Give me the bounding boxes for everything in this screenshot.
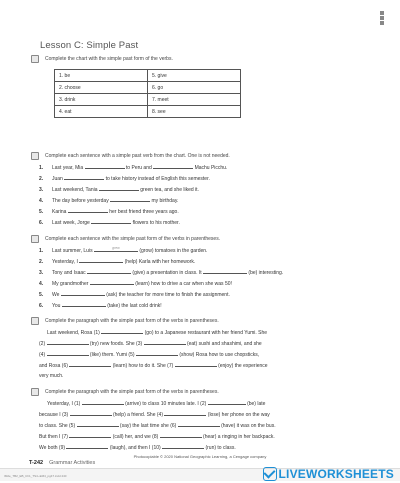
answer-blank[interactable]	[47, 351, 89, 356]
instruction-text: Complete the paragraph with the simple past form of the verbs in parentheses.	[45, 389, 219, 395]
answer-blank[interactable]	[79, 258, 123, 263]
section4-instruction	[31, 317, 219, 325]
answer-blank[interactable]	[87, 269, 131, 274]
answer-blank[interactable]	[110, 197, 150, 202]
answer-blank[interactable]	[101, 329, 143, 334]
paragraph-line: But then I (7) (call) her, and we (8) (hear) a ringing in her backpack.	[39, 434, 275, 440]
paragraph-line: to class. She (5) (say) the last time she (6) (have) it was on the bus.	[39, 423, 276, 429]
answer-blank[interactable]	[85, 164, 125, 169]
answer-blank[interactable]	[69, 362, 111, 367]
example-answer: grew	[112, 246, 120, 250]
instruction-text: Complete each sentence with a simple past verb from the chart. One is not needed.	[45, 153, 230, 159]
chart-cell[interactable]: 3. drink	[55, 94, 148, 106]
paragraph-line: We both (9) (laugh), and then I (10) (run) to class.	[39, 445, 236, 451]
lesson-title: Lesson C: Simple Past	[40, 40, 139, 51]
instruction-text: Complete the paragraph with the simple past form of the verbs in parentheses.	[45, 318, 219, 324]
checkmark-logo-icon	[263, 467, 277, 481]
answer-blank[interactable]	[164, 411, 206, 416]
answer-blank[interactable]	[208, 400, 246, 405]
answer-blank[interactable]	[99, 186, 139, 191]
chart-cell[interactable]: 2. choose	[55, 82, 148, 94]
paragraph-line: Yesterday, I (1) (arrive) to class 10 minutes late. I (2) (be) late	[47, 401, 266, 407]
section1-instruction	[31, 55, 173, 63]
paragraph-line: (2) (try) new foods. She (3) (eat) sushi and shashimi, and she	[39, 341, 262, 347]
answer-blank[interactable]	[77, 422, 119, 427]
answer-blank[interactable]	[178, 422, 220, 427]
answer-blank[interactable]	[66, 444, 108, 449]
list-item: 3. Tony and Isaac (give) a presentation in class. It (be) interesting.	[39, 270, 284, 276]
exercise-checkbox-icon	[31, 235, 39, 243]
liveworksheets-logo[interactable]: LIVEWORKSHEETS	[263, 465, 394, 483]
section2-instruction	[31, 152, 230, 160]
answer-blank[interactable]	[144, 340, 186, 345]
answer-blank[interactable]	[62, 302, 106, 307]
paragraph-line: very much.	[39, 373, 64, 379]
list-item: 2. Juan to take history instead of English this semester.	[39, 176, 210, 182]
answer-blank[interactable]	[153, 164, 193, 169]
list-item: 3. Last weekend, Tania green tea, and she liked it.	[39, 187, 199, 193]
answer-blank[interactable]	[69, 433, 111, 438]
answer-blank[interactable]	[47, 340, 89, 345]
answer-blank[interactable]	[160, 433, 202, 438]
chart-cell[interactable]: 1. be	[55, 70, 148, 82]
list-item: 5. We (ask) the teacher for more time to finish the assignment.	[39, 292, 230, 298]
list-item: 1. Last summer, Luis grew (grow) tomatoes in the garden.	[39, 246, 208, 254]
chart-cell[interactable]: 6. go	[148, 82, 241, 94]
exercise-checkbox-icon	[31, 152, 39, 160]
paragraph-line: because I (3) (help) a friend. She (4) (lose) her phone on the way	[39, 412, 270, 418]
answer-blank[interactable]	[90, 280, 134, 285]
exercise-checkbox-icon	[31, 317, 39, 325]
answer-blank[interactable]	[64, 175, 104, 180]
list-item: 4. The day before yesterday my birthday.	[39, 198, 179, 204]
copyright-credit: Photocopiable © 2020 National Geographic Learning, a Cengage company	[133, 454, 267, 459]
answer-blank[interactable]	[136, 351, 178, 356]
paragraph-line: (4) (like) them. Yumi (5) (show) Rosa how to use chopsticks,	[39, 352, 260, 358]
file-label: IM2e_TB2_EB_Ch1_TS4~EM4_pg47.indd 240	[4, 474, 67, 478]
answer-blank[interactable]	[175, 362, 217, 367]
answer-blank[interactable]	[91, 219, 131, 224]
section3-instruction	[31, 235, 220, 243]
answer-blank[interactable]	[68, 208, 108, 213]
list-item: 1. Last year, Mia to Peru and Machu Picchu.	[39, 165, 228, 171]
answer-blank[interactable]	[162, 444, 204, 449]
kebab-menu-icon[interactable]	[378, 10, 386, 24]
answer-blank[interactable]	[61, 291, 105, 296]
exercise-checkbox-icon	[31, 55, 39, 63]
chart-cell[interactable]: 7. meet	[148, 94, 241, 106]
paragraph-line: and Rosa (6) (learn) how to do it. She (7) (enjoy) the experience	[39, 363, 268, 369]
instruction-text: Complete the chart with the simple past form of the verbs.	[45, 56, 173, 62]
verb-chart	[54, 69, 241, 118]
exercise-checkbox-icon	[31, 388, 39, 396]
page-number: T-242 Grammar Activities	[29, 460, 96, 466]
answer-blank[interactable]	[70, 411, 112, 416]
chart-cell[interactable]: 8. see	[148, 106, 241, 118]
paragraph-line: Last weekend, Rosa (1) (go) to a Japanese restaurant with her friend Yumi. She	[47, 330, 268, 336]
section5-instruction	[31, 388, 219, 396]
answer-blank[interactable]	[203, 269, 247, 274]
list-item: 6. Last week, Jorge flowers to his mother.	[39, 220, 180, 226]
list-item: 5. Karina her best friend three years ago.	[39, 209, 179, 215]
answer-blank[interactable]	[82, 400, 124, 405]
list-item: 4. My grandmother (learn) how to drive a car when she was 50!	[39, 281, 232, 287]
answer-blank[interactable]	[94, 247, 138, 252]
list-item: 2. Yesterday, I (help) Karla with her homework.	[39, 259, 196, 265]
chart-cell[interactable]: 5. give	[148, 70, 241, 82]
list-item: 6. You (take) the last cold drink!	[39, 303, 162, 309]
chart-cell[interactable]: 4. eat	[55, 106, 148, 118]
instruction-text: Complete each sentence with the simple past form of the verbs in parentheses.	[45, 236, 221, 242]
